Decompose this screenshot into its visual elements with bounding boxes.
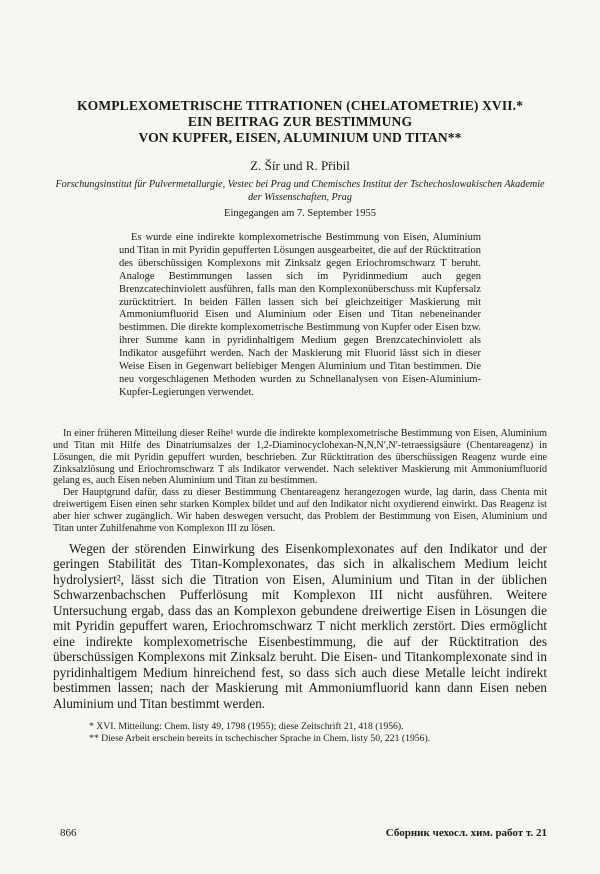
footnotes bbox=[53, 721, 547, 745]
footnote-1: * XVI. Mitteilung: Chem. listy 49, 1798 (1955); diese Zeitschrift 21, 418 (1956). bbox=[89, 721, 404, 733]
affiliation: Forschungsinstitut für Pulvermetallurgie, Vestec bei Prag und Chemisches Institut der Tschechoslowakischen Akademie der Wissenschaften, Prag bbox=[55, 179, 545, 203]
paper-title bbox=[53, 98, 547, 146]
authors: Z. Šír und R. Přibil bbox=[250, 158, 350, 173]
title-line-3: VON KUPFER, EISEN, ALUMINIUM UND TITAN** bbox=[138, 130, 462, 145]
received-date: Eingegangen am 7. September 1955 bbox=[224, 208, 376, 219]
main-text bbox=[53, 541, 547, 712]
title-line-2: EIN BEITRAG ZUR BESTIMMUNG bbox=[187, 114, 413, 129]
footnote-2: ** Diese Arbeit erschein bereits in tschechischer Sprache in Chem. listy 50, 221 (1956). bbox=[89, 733, 431, 745]
abstract bbox=[119, 232, 481, 400]
page-number: 866 bbox=[60, 827, 77, 839]
title-line-1: KOMPLEXOMETRISCHE TITRATIONEN (CHELATOMETRIE) XVII.* bbox=[76, 98, 524, 113]
abstract-text: Es wurde eine indirekte komplexometrische Bestimmung von Eisen, Aluminium und Titan in mit Pyridin gepufferten Lösungen ausgearbeitet, die auf der Rücktitration des überschüssigen Komplexons mit Zinksalz gegen Eriochromschwarz T beruht. Analoge Bestimmungen lassen sich im Pyridinmedium auch gegen Brenzcatechinviolett ausführen, falls man den Komplexonüberschuss mit Kupfersalz zurücktitriert. In beiden Fällen lassen sich bei gleichzeitiger Maskierung mit Ammoniumfluorid Eisen und Aluminium oder Eisen und Titan nebeneinander bestimmen. Die direkte komplexometrische Bestimmung von Kupfer oder Eisen bzw. ihrer Summe kann in pyridinhaltigem Medium gegen Brenzcatechinviolett als Indikator ausgeführt werden. Nach der Maskierung mit Fluorid lässt sich in dieser Weise Eisen in Gegenwart beliebiger Mengen Aluminium und Titan bestimmen. Die neu vorgeschlagenen Methoden wurden zu Schnellanalysen von Eisen-Aluminium-Kupfer-Legierungen verwendet. bbox=[119, 232, 481, 398]
intro-paragraph-1: In einer früheren Mitteilung dieser Reihe¹ wurde die indirekte komplexometrische Bestimmung von Eisen, Aluminium und Titan mit Hilfe des Dinatriumsalzes der 1,2-Diaminocyclohexan-N,N,N′,N′-tetraessigsäure (Chentareagenz) in Lösungen, die mit Pyridin gepuffert wurden, beschrieben. Zur Rücktitration des überschüssigen Reagenz wurde eine Zinksalzlösung und Eriochromschwarz T als Indikator verwendet. Nach selektiver Maskierung mit Ammoniumfluorid gelang es, auch Eisen neben Aluminium und Titan zu bestimmen. bbox=[53, 427, 547, 487]
journal-name: Сборник чехосл. хим. работ т. 21 bbox=[385, 827, 547, 839]
intro-small-print bbox=[53, 428, 547, 535]
intro-paragraph-2: Der Hauptgrund dafür, dass zu dieser Bestimmung Chentareagenz herangezogen wurde, lag darin, dass Chenta mit dreiwertigem Eisen einen sehr starken Komplex bildet und auf den Indikator nicht oxydierend einwirkt. Das Reagenz ist aber hier schwer zugänglich. Wir haben deswegen versucht, das Problem der Bestimmung von Eisen, Aluminium und Titan unter Zuhilfenahme von Komplexon III zu lösen. bbox=[53, 487, 547, 535]
body-paragraph: Wegen der störenden Einwirkung des Eisenkomplexonates auf den Indikator und der geringen Stabilität des Titan-Komplexonates, das sich in alkalischem Medium leicht hydrolysiert², lässt sich die Titration von Eisen, Aluminium und Titan in der üblichen Schwarzenbachschen Pufferlösung mit Komplexon III nicht ausführen. Weitere Untersuchung ergab, dass das an Komplexon gebundene dreiwertige Eisen in Lösungen die mit Pyridin gepuffert waren, Eriochromschwarz T nicht merklich zerstört. Dies ermöglicht eine indirekte komplexometrische Eisenbestimmung, die auf der Rücktitration des überschüssigen Komplexons mit Zinksalz beruht. Die Eisen- und Titankomplexonate sind in pyridinhaltigem Medium hinreichend fest, so dass sich auch diese Metalle leicht indirekt bestimmen lassen; nach der Maskierung mit Ammoniumfluorid kann dann Eisen neben Aluminium und Titan bestimmt werden. bbox=[53, 540, 547, 711]
page-footer bbox=[60, 827, 547, 839]
